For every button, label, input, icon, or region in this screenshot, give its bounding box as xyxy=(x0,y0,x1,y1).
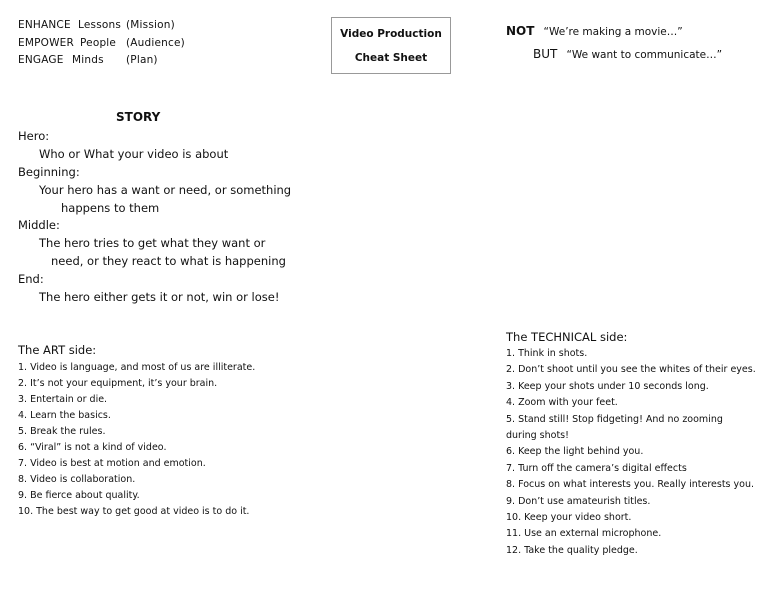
list-item: 4. Zoom with your feet. xyxy=(506,397,618,409)
title-line-1: Video Production xyxy=(340,27,442,40)
list-item: 10. Keep your video short. xyxy=(506,511,632,523)
not-label: NOT xyxy=(506,24,535,38)
not-line xyxy=(506,20,683,39)
header-object: Lessons xyxy=(78,19,122,31)
end-text: The hero either gets it or not, win or lose! xyxy=(39,290,280,304)
but-text: “We want to communicate…” xyxy=(566,49,723,61)
beginning-text-2: happens to them xyxy=(61,201,160,215)
art-heading: The ART side: xyxy=(18,343,97,357)
art-list xyxy=(18,360,255,520)
beginning-text-1: Your hero has a want or need, or something xyxy=(39,183,292,197)
list-item: 2. Don’t shoot until you see the whites of their eyes. xyxy=(506,364,756,376)
list-item: 5. Stand still! Stop fidgeting! And no zooming xyxy=(506,413,723,425)
header-verb: EMPOWER xyxy=(18,37,75,49)
list-item: 5. Break the rules. xyxy=(18,426,106,437)
header-note: (Plan) xyxy=(126,54,158,66)
header-object: People xyxy=(80,37,117,49)
middle-text-1: The hero tries to get what they want or xyxy=(39,236,266,250)
hero-text: Who or What your video is about xyxy=(39,147,229,161)
title-line-2: Cheat Sheet xyxy=(354,51,428,64)
list-item: 2. It’s not your equipment, it’s your brain. xyxy=(18,378,218,389)
technical-list xyxy=(506,346,756,559)
not-text: “We’re making a movie…” xyxy=(543,26,683,38)
header-verb: ENGAGE xyxy=(18,54,64,66)
list-item: 11. Use an external microphone. xyxy=(506,528,662,540)
end-label: End: xyxy=(18,272,44,286)
header-verb: ENHANCE xyxy=(18,19,71,31)
middle-label: Middle: xyxy=(18,218,60,232)
list-item: 3. Entertain or die. xyxy=(18,394,108,405)
header-note: (Mission) xyxy=(126,19,175,31)
list-item: 3. Keep your shots under 10 seconds long. xyxy=(506,380,709,392)
list-item: 6. “Viral” is not a kind of video. xyxy=(18,442,167,453)
list-item: 12. Take the quality pledge. xyxy=(506,544,638,556)
technical-heading: The TECHNICAL side: xyxy=(506,330,628,344)
list-item: 1. Think in shots. xyxy=(506,348,588,359)
list-item: 7. Turn off the camera’s digital effects xyxy=(506,462,687,474)
list-item: 10. The best way to get good at video is to do it. xyxy=(18,506,250,517)
hero-label: Hero: xyxy=(18,129,50,143)
list-item: 8. Focus on what interests you. Really interests you. xyxy=(506,479,755,491)
list-item: 4. Learn the basics. xyxy=(18,410,111,421)
list-item: during shots! xyxy=(506,429,569,441)
list-item: 9. Be fierce about quality. xyxy=(18,490,140,501)
list-item: 8. Video is collaboration. xyxy=(18,474,136,485)
header-note: (Audience) xyxy=(126,37,185,49)
header-object: Minds xyxy=(72,54,104,66)
but-label: BUT xyxy=(533,47,558,61)
list-item: 9. Don’t use amateurish titles. xyxy=(506,495,651,507)
but-line xyxy=(533,43,722,62)
list-item: 6. Keep the light behind you. xyxy=(506,446,644,458)
title-box xyxy=(331,17,451,74)
middle-text-2: need, or they react to what is happening xyxy=(51,254,286,268)
beginning-label: Beginning: xyxy=(18,165,80,179)
list-item: 1. Video is language, and most of us are illiterate. xyxy=(18,362,256,373)
story-heading: STORY xyxy=(116,110,161,124)
list-item: 7. Video is best at motion and emotion. xyxy=(18,458,206,469)
